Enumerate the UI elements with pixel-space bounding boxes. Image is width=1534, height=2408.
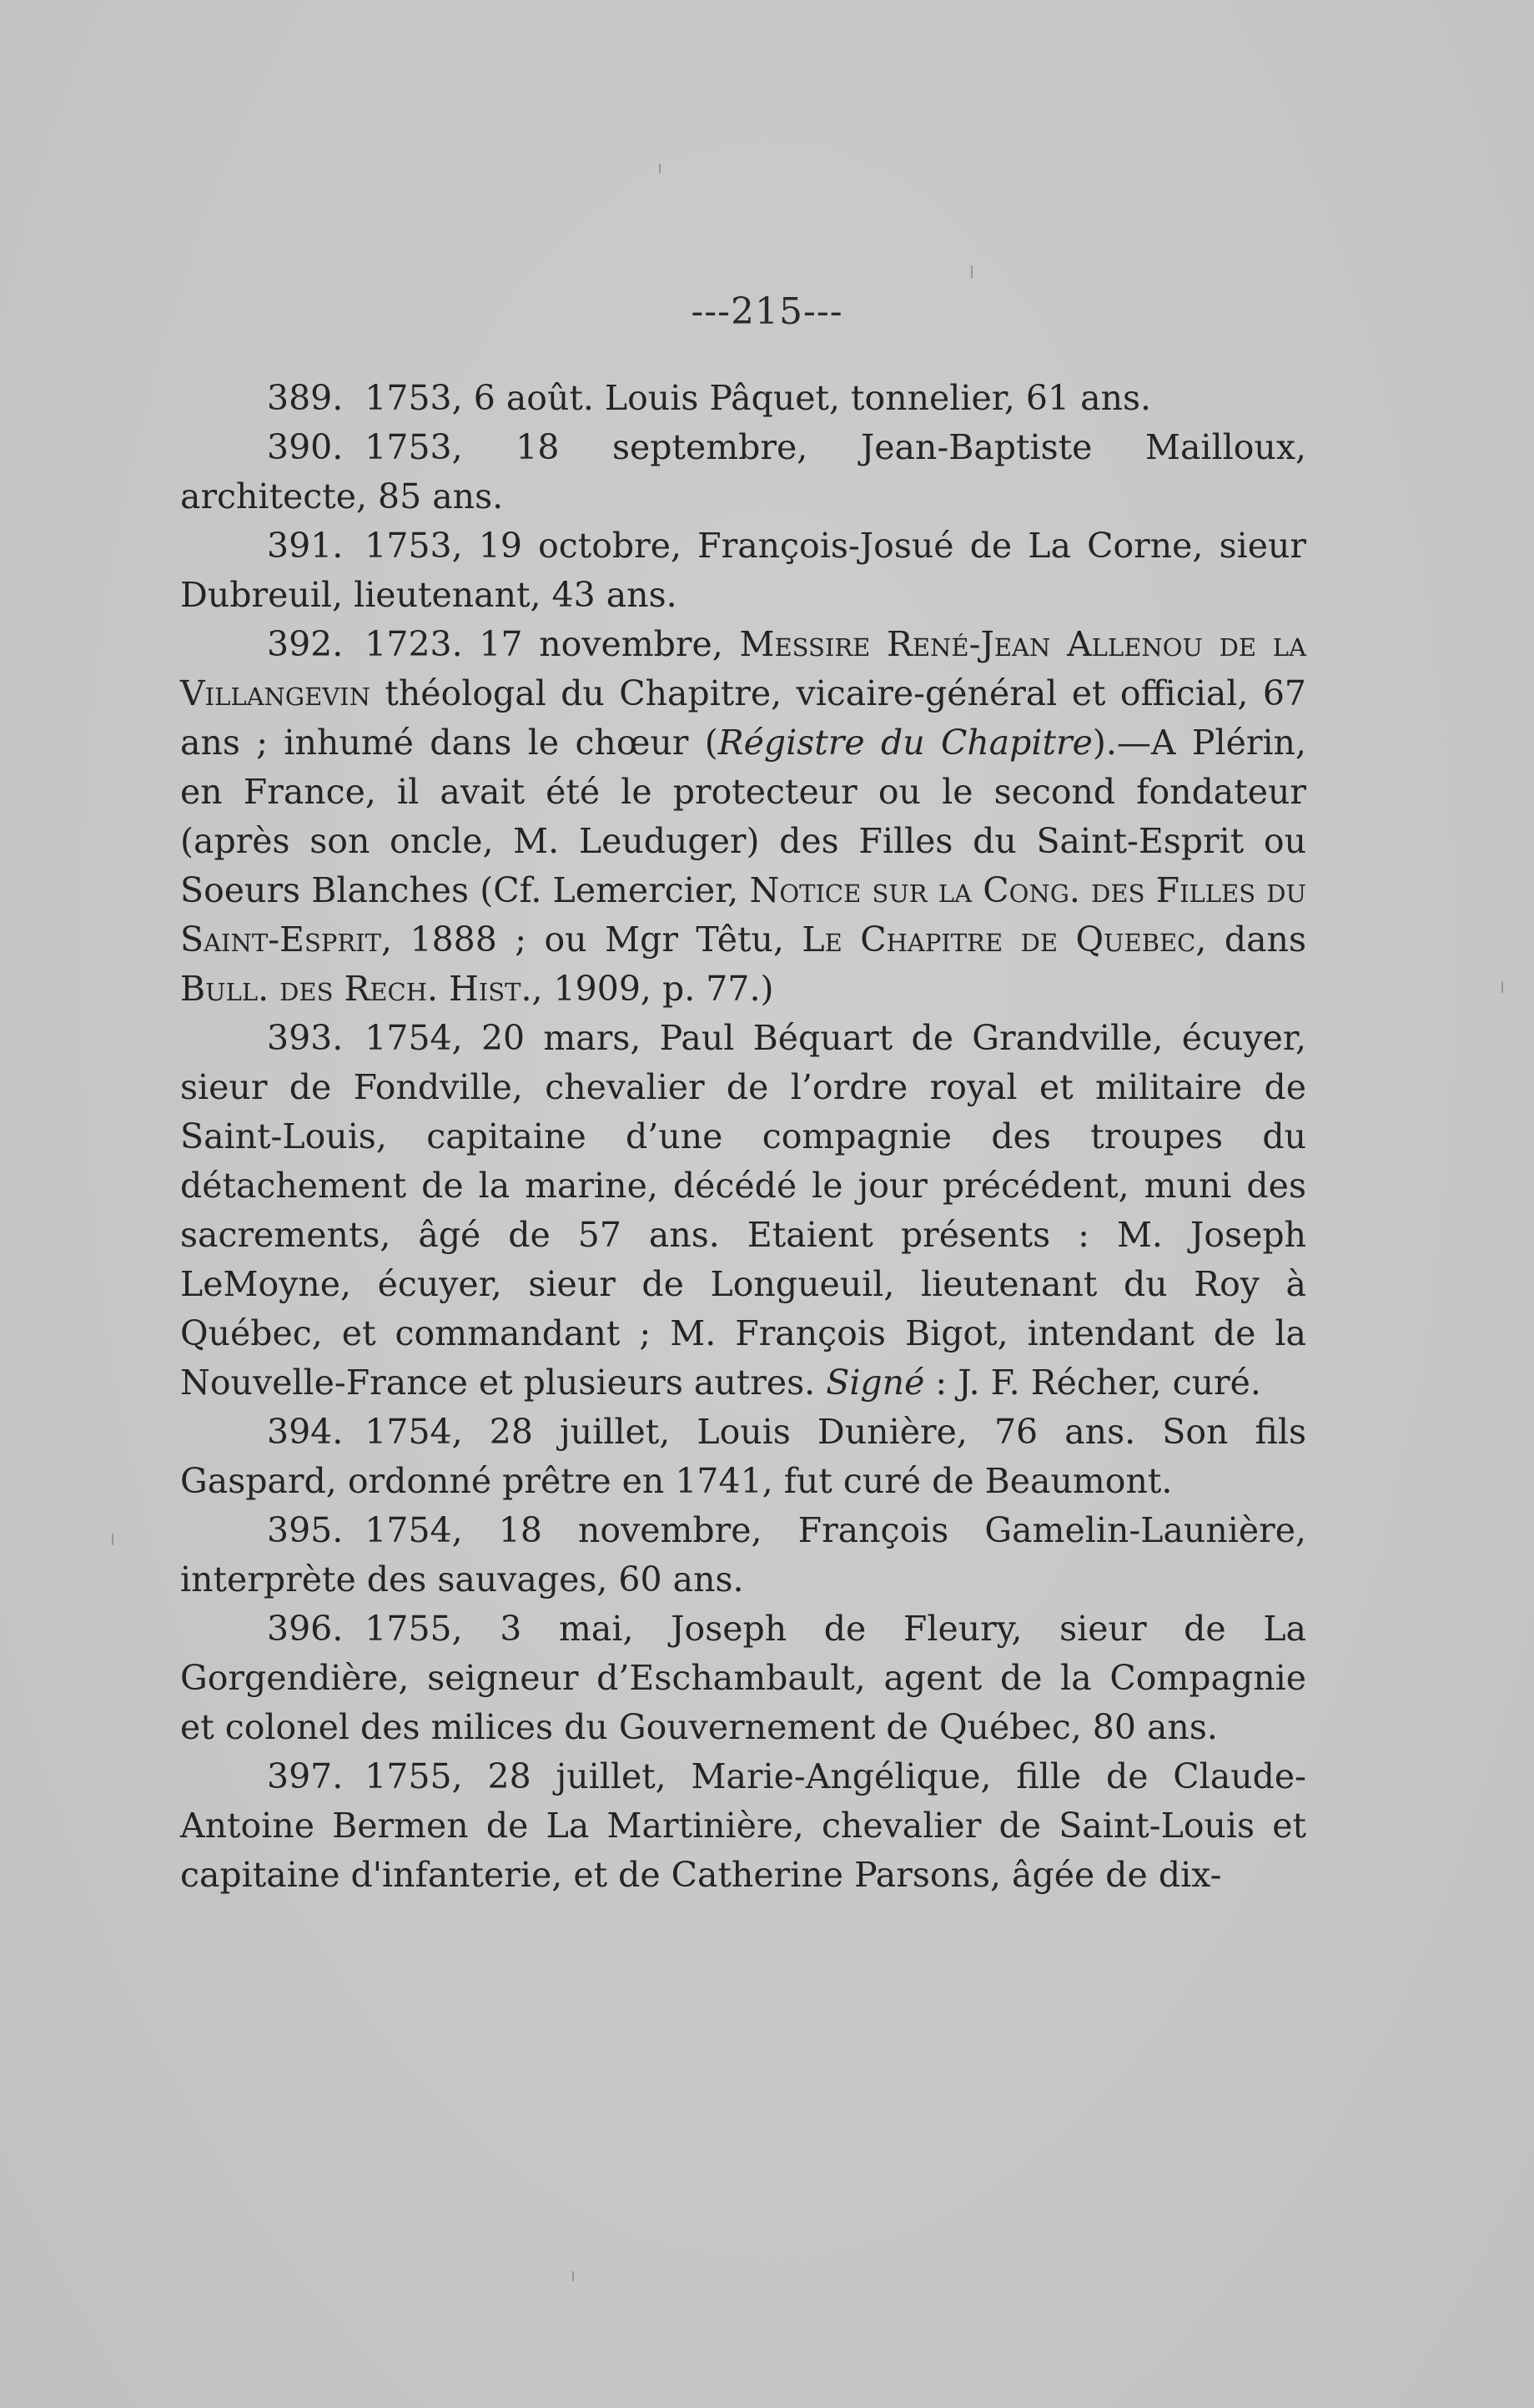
chapitre-title: Le Chapitre de Quebec <box>802 919 1196 960</box>
register-citation: Régistre du Chapitre <box>717 723 1093 763</box>
entry-394 <box>180 1408 1306 1506</box>
bulletin-title: Bull. des Rech. Hist. <box>180 969 532 1009</box>
paper-speck <box>659 164 661 174</box>
entry-text: 1753, 6 août. Louis Pâquet, tonnelier, 61 ans. <box>365 378 1152 418</box>
entry-390 <box>180 423 1306 521</box>
signature-label: Signé <box>826 1363 925 1403</box>
entry-text: 1755, 28 juillet, Marie-Angélique, fille de Claude-Antoine Bermen de La Martinière, chevalier de Saint-Louis et capitaine d'infanterie, et de Catherine Parsons, âgée de dix- <box>180 1756 1306 1895</box>
paper-speck <box>1501 981 1503 993</box>
paper-speck <box>971 265 973 279</box>
entry-text: 1754, 20 mars, Paul Béquart de Grandville, écuyer, sieur de Fondville, chevalier de l’ordre royal et militaire de Saint-Louis, capitaine d’une compagnie des troupes du détachement de la marine, décédé le jour précédent, muni des sacrements, âgé de 57 ans. Etaient présents : M. Joseph LeMoyne, écuyer, sieur de Longueuil, lieutenant du Roy à Québec, et commandant ; M. François Bigot, intendant de la Nouvelle-France et plusieurs autres. <box>180 1018 1306 1403</box>
entry-text: ).—A Plérin, en France, il avait été le protecteur ou le second fondateur (après son oncle, M. Leuduger) des Filles du Saint-Esprit ou Soeurs Blanches (Cf. Lemercier, <box>180 723 1306 910</box>
entry-text: 1754, 28 juillet, Louis Dunière, 76 ans. Son fils Gaspard, ordonné prêtre en 1741, fut curé de Beaumont. <box>180 1412 1306 1501</box>
entry-text: , 1909, p. 77.) <box>531 969 774 1009</box>
entry-number: 390. <box>267 427 344 467</box>
person-name-small-caps: Messire René-Jean Allenou de la Villangevin <box>180 624 1306 713</box>
paper-speck <box>572 2271 574 2281</box>
entry-number: 389. <box>267 378 344 418</box>
entry-text: 1754, 18 novembre, François Gamelin-Launière, interprète des sauvages, 60 ans. <box>180 1510 1306 1599</box>
entry-number: 395. <box>267 1510 344 1550</box>
entry-text: théologal du Chapitre, vicaire-général et official, 67 ans ; inhumé dans le chœur ( <box>180 673 1306 763</box>
page-number: ---215--- <box>691 290 843 333</box>
page-body <box>180 374 1306 1900</box>
entry-number: 393. <box>267 1018 344 1058</box>
entry-number: 396. <box>267 1609 344 1649</box>
entry-text: 1753, 18 septembre, Jean-Baptiste Mailloux, architecte, 85 ans. <box>180 427 1306 516</box>
entry-number: 391. <box>267 526 344 566</box>
entry-number: 394. <box>267 1412 344 1452</box>
entry-text: 1755, 3 mai, Joseph de Fleury, sieur de La Gorgendière, seigneur d’Eschambault, agent de la Compagnie et colonel des milices du Gouvernement de Québec, 80 ans. <box>180 1609 1306 1747</box>
entry-396 <box>180 1604 1306 1752</box>
entry-text: 1723. 17 novembre, <box>365 624 723 664</box>
entry-389 <box>180 374 1306 423</box>
entry-397 <box>180 1752 1306 1900</box>
entry-number: 392. <box>267 624 344 664</box>
entry-number: 397. <box>267 1756 344 1796</box>
entry-text: , dans <box>1195 919 1306 960</box>
entry-text: : J. F. Récher, curé. <box>935 1363 1261 1403</box>
entry-text: 1753, 19 octobre, François-Josué de La Corne, sieur Dubreuil, lieutenant, 43 ans. <box>180 526 1306 615</box>
entry-395 <box>180 1506 1306 1604</box>
entry-392 <box>180 620 1306 1014</box>
entry-391 <box>180 521 1306 620</box>
paper-speck <box>112 1534 113 1545</box>
entry-393 <box>180 1014 1306 1408</box>
entry-text: , 1888 ; ou Mgr Têtu, <box>381 919 784 960</box>
notice-title: Notice sur la Cong. des Filles du Saint-Esprit <box>180 870 1306 960</box>
